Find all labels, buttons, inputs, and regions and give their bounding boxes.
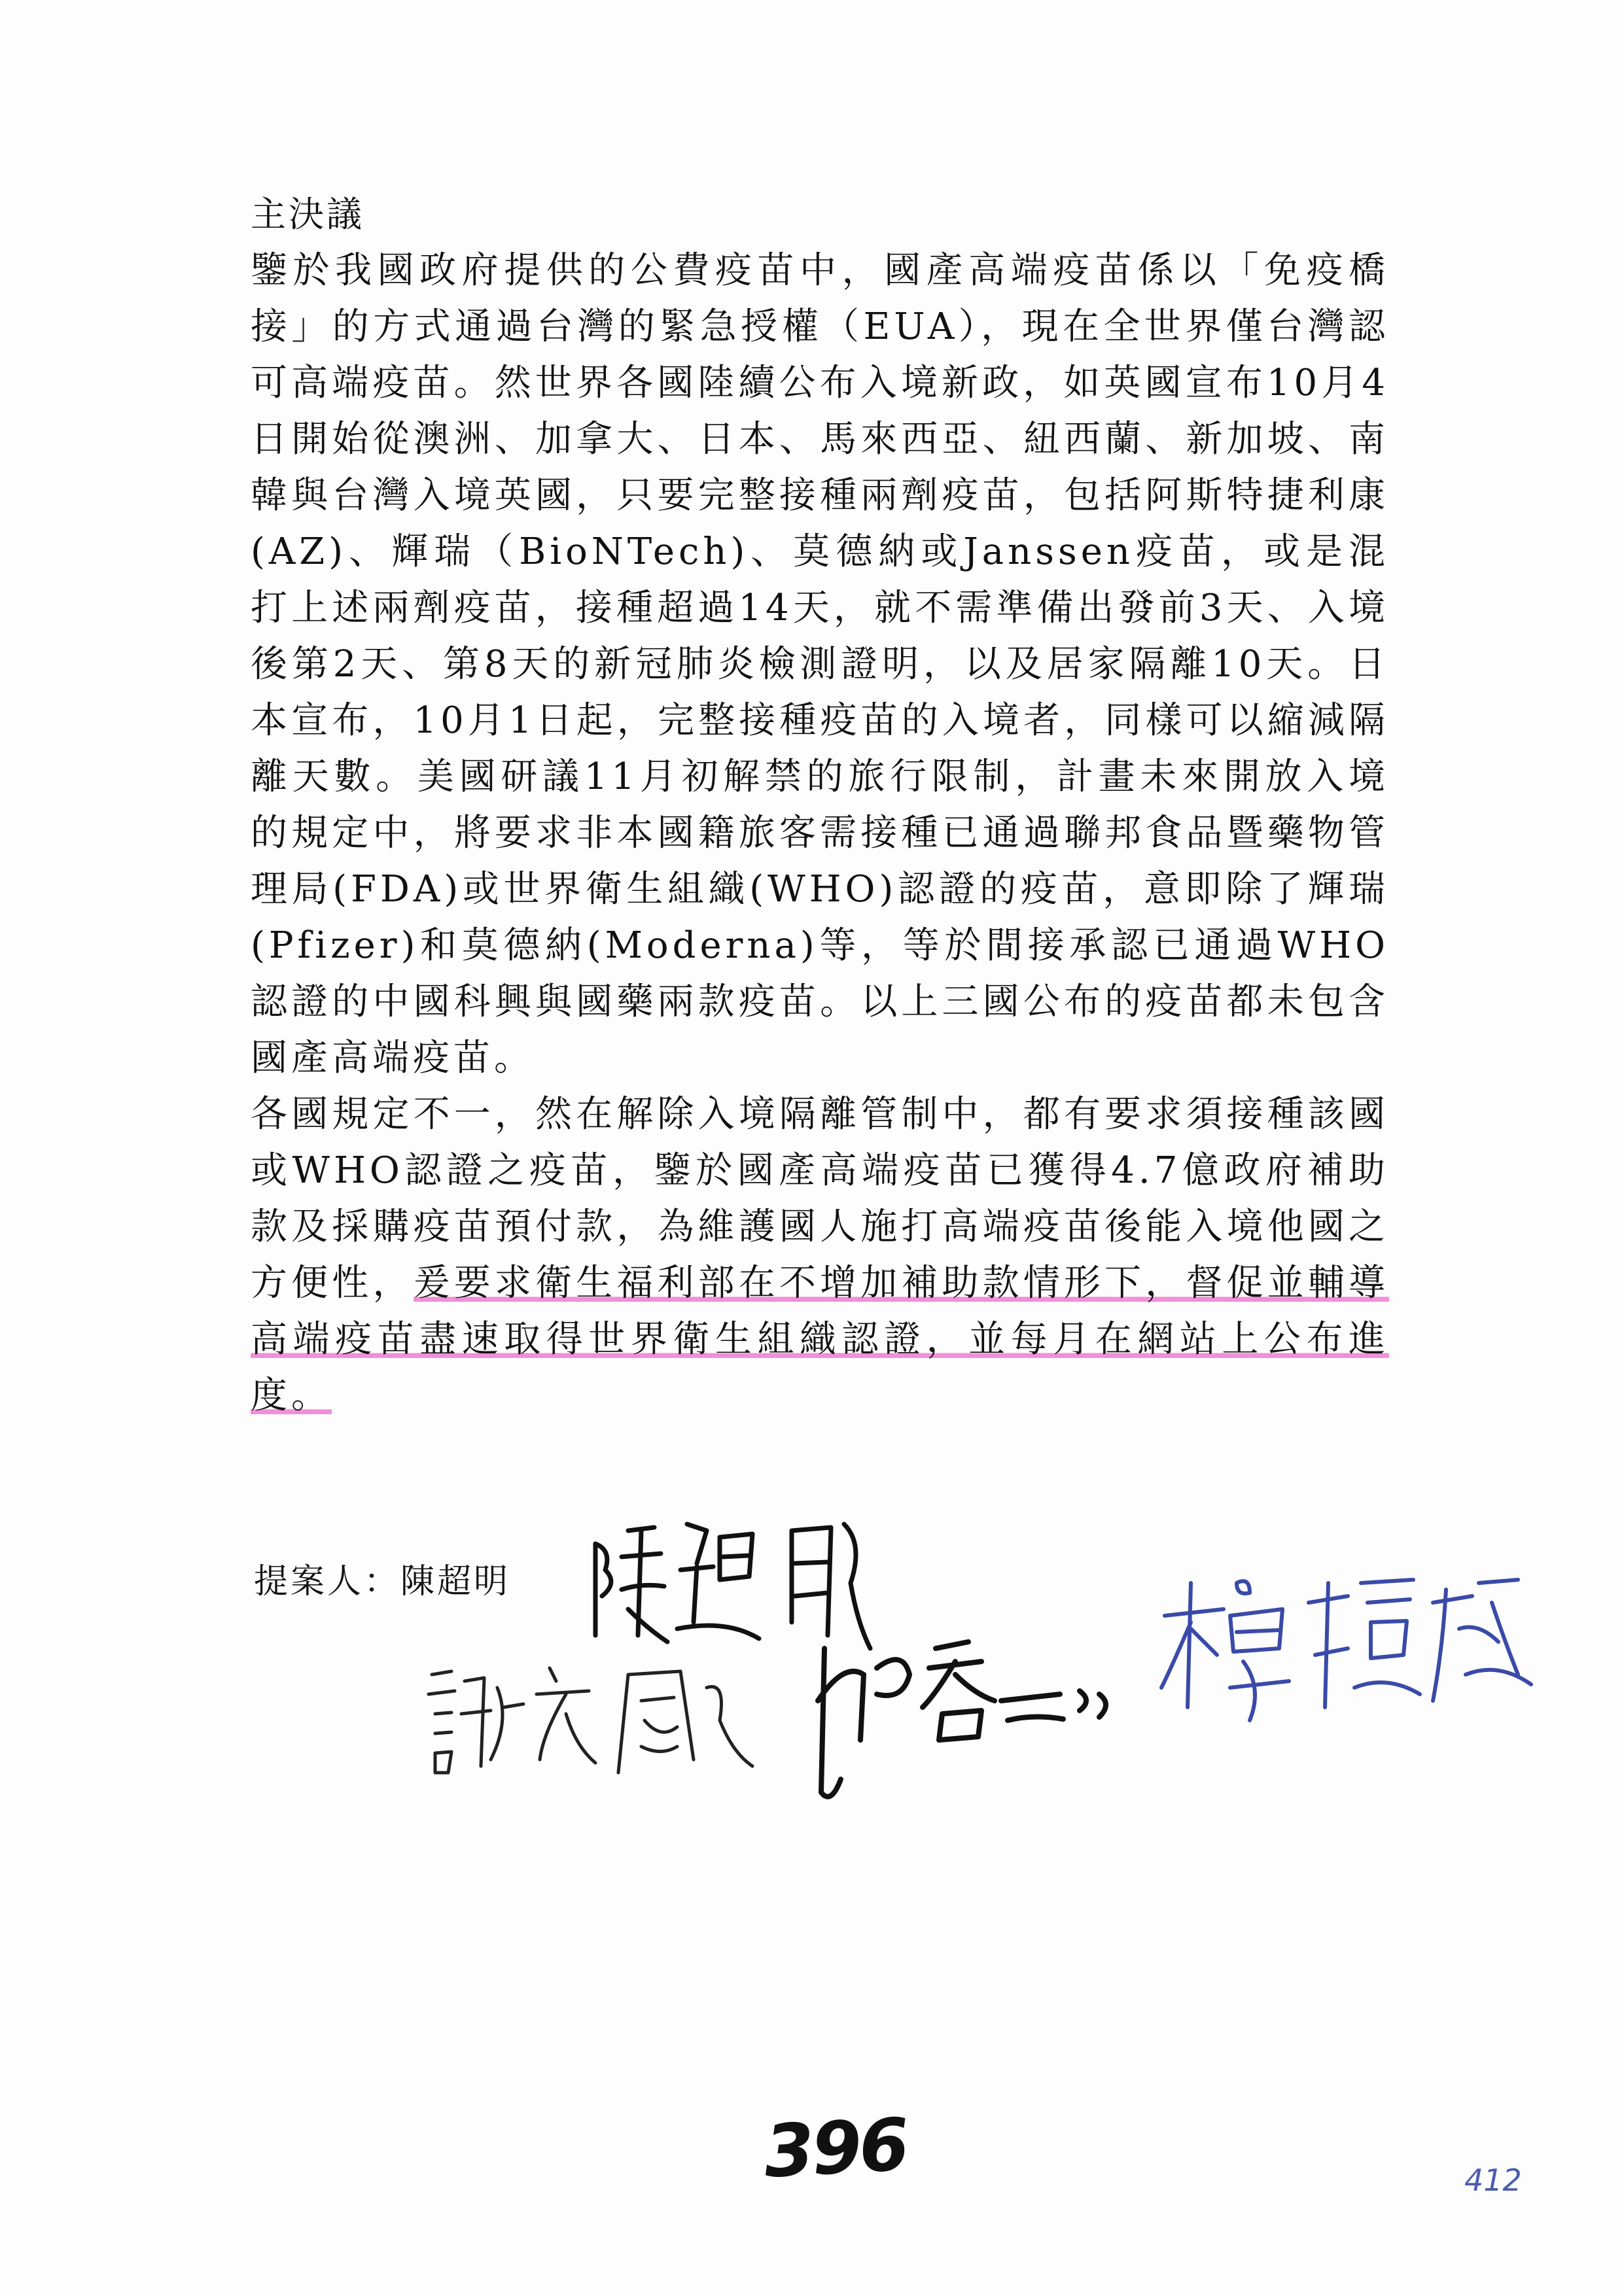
proposer-label: 提案人：陳超明 bbox=[254, 1562, 511, 1601]
signature-lin bbox=[805, 1622, 1145, 1818]
highlighted-resolution: 爰要求衛生福利部在不增加補助款情形下，督促並輔導高端疫苗盡速取得世界衛生組織認證，並每月在網站上公布進度。 bbox=[251, 1262, 1390, 1417]
motion-paragraph-2 bbox=[251, 1087, 1389, 1424]
handwritten-sheet-number: 412 bbox=[1464, 2163, 1522, 2198]
paragraph-2-plain: 各國規定不一，然在解除入境隔離管制中，都有要求須接種該國或WHO認證之疫苗，鑒於國產高端疫苗已獲得4.7億政府補助款及採購疫苗預付款，為維護國人施打高端疫苗後能入境他國之方便性， bbox=[251, 1093, 1389, 1304]
motion-heading: 主決議 bbox=[251, 194, 364, 235]
signature-hsieh bbox=[419, 1648, 759, 1779]
motion-content bbox=[251, 186, 1389, 1424]
motion-paragraph-1: 鑒於我國政府提供的公費疫苗中，國產高端疫苗係以「免疫橋接」的方式通過台灣的緊急授權（EUA），現在全世界僅台灣認可高端疫苗。然世界各國陸續公布入境新政，如英國宣布10月4日開始從澳洲、加拿大、日本、馬來西亞、紐西蘭、新加坡、南韓與台灣入境英國，只要完整接種兩劑疫苗，包括阿斯特捷利康(AZ)、輝瑞（BioNTech)、莫德納或Janssen疫苗，或是混打上述兩劑疫苗，接種超過14天，就不需準備出發前3天、入境後第2天、第8天的新冠肺炎檢測證明，以及居家隔離10天。日本宣布，10月1日起，完整接種疫苗的入境者，同樣可以縮減隔離天數。美國研議11月初解禁的旅行限制，計畫未來開放入境的規定中，將要求非本國籍旅客需接種已通過聯邦食品暨藥物管理局(FDA)或世界衛生組織(WHO)認證的疫苗，意即除了輝瑞(Pfizer)和莫德納(Moderna)等，等於間接承認已通過WHO認證的中國科興與國藥兩款疫苗。以上三國公布的疫苗都未包含國產高端疫苗。 bbox=[251, 249, 1389, 1079]
handwritten-page-number: 396 bbox=[762, 2102, 909, 2194]
signature-yang bbox=[1152, 1557, 1544, 1753]
